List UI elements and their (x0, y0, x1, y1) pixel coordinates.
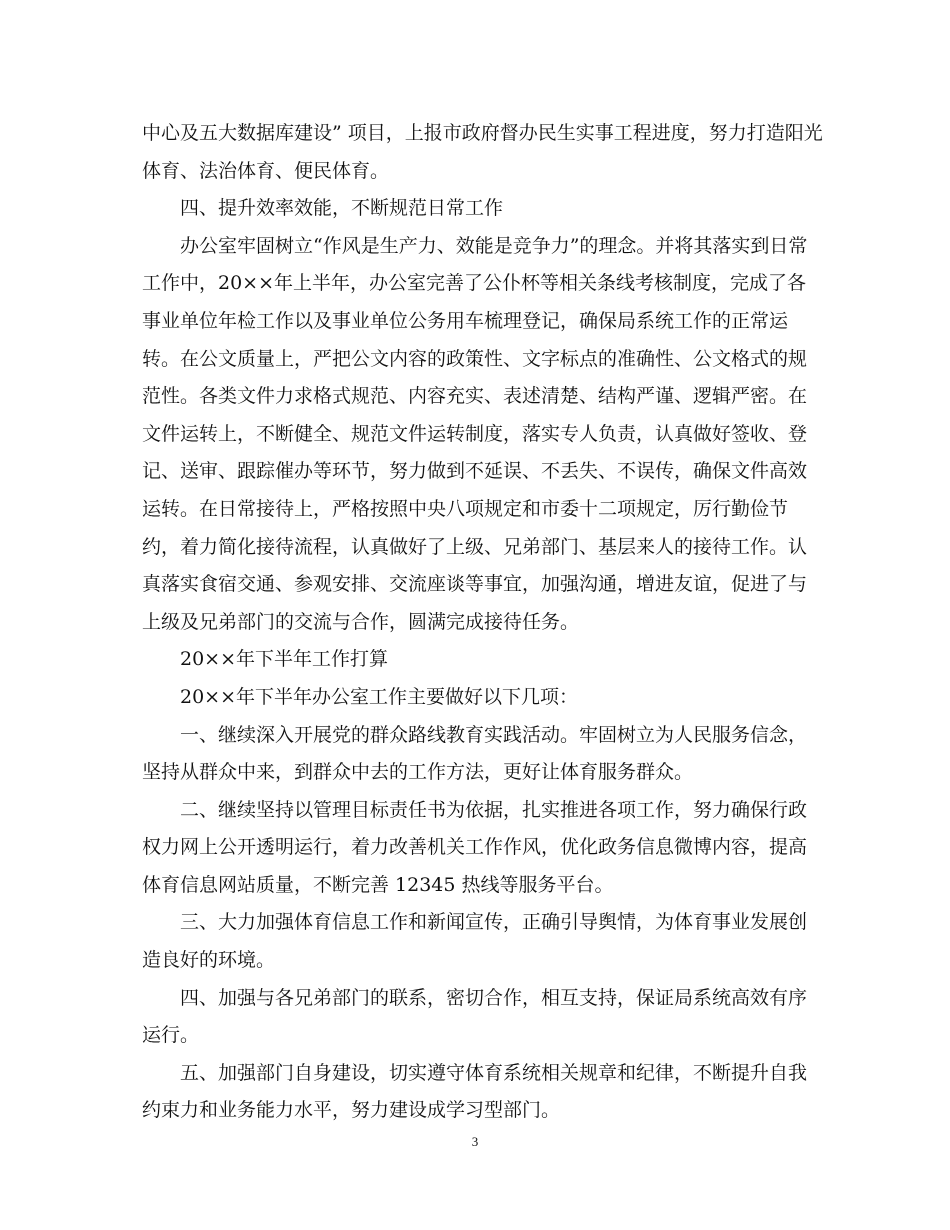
text-line: 记、送审、跟踪催办等环节，努力做到不延误、不丢失、不误传，确保文件高效 (142, 460, 808, 483)
text-line: 转。在公文质量上，严把公文内容的政策性、文字标点的准确性、公文格式的规 (142, 347, 808, 370)
text-line: 运转。在日常接待上，严格按照中央八项规定和市委十二项规定，厉行勤俭节 (142, 497, 789, 520)
text-line: 约束力和业务能力水平，努力建设成学习型部门。 (142, 1099, 561, 1122)
text-line: 范性。各类文件力求格式规范、内容充实、表述清楚、结构严谨、逻辑严密。在 (142, 385, 808, 408)
text-line: 工作中，20××年上半年，办公室完善了公仆杯等相关条线考核制度，完成了各 (142, 272, 807, 295)
text-line: 二、继续坚持以管理目标责任书为依据，扎实推进各项工作，努力确保行政 (180, 798, 808, 821)
text-line: 造良好的环境。 (142, 949, 276, 972)
text-line: 中心及五大数据库建设” 项目，上报市政府督办民生实事工程进度，努力打造阳光 (142, 122, 823, 144)
text-line: 四、提升效率效能，不断规范日常工作 (180, 197, 504, 220)
text-line: 办公室牢固树立“作风是生产力、效能是竞争力”的理念。并将其落实到日常 (180, 234, 808, 257)
text-line: 20××年下半年工作打算 (180, 648, 389, 671)
text-line: 体育、法治体育、便民体育。 (142, 159, 390, 182)
text-line: 事业单位年检工作以及事业单位公务用车梳理登记，确保局系统工作的正常运 (142, 309, 789, 332)
text-line: 真落实食宿交通、参观安排、交流座谈等事宜，加强沟通，增进友谊，促进了与 (142, 573, 808, 596)
text-line: 三、大力加强体育信息工作和新闻宣传，正确引导舆情，为体育事业发展创 (180, 911, 808, 934)
text-line: 运行。 (142, 1024, 200, 1047)
text-line: 文件运转上，不断健全、规范文件运转制度，落实专人负责，认真做好签收、登 (142, 422, 808, 445)
page-number: 3 (471, 1134, 479, 1149)
text-line: 20××年下半年办公室工作主要做好以下几项： (180, 685, 579, 708)
text-line: 约，着力简化接待流程，认真做好了上级、兄弟部门、基层来人的接待工作。认 (142, 535, 808, 558)
text-line: 一、继续深入开展党的群众路线教育实践活动。牢固树立为人民服务信念， (180, 723, 808, 746)
document-body (142, 115, 823, 1130)
text-line: 权力网上公开透明运行，着力改善机关工作作风，优化政务信息微博内容，提高 (142, 836, 808, 859)
text-line: 五、加强部门自身建设，切实遵守体育系统相关规章和纪律，不断提升自我 (180, 1061, 808, 1084)
text-line: 体育信息网站质量，不断完善 12345 热线等服务平台。 (142, 873, 614, 896)
text-line: 坚持从群众中来，到群众中去的工作方法，更好让体育服务群众。 (142, 761, 694, 784)
text-line: 四、加强与各兄弟部门的联系，密切合作，相互支持，保证局系统高效有序 (180, 986, 808, 1009)
text-line: 上级及兄弟部门的交流与合作，圆满完成接待任务。 (142, 610, 580, 633)
